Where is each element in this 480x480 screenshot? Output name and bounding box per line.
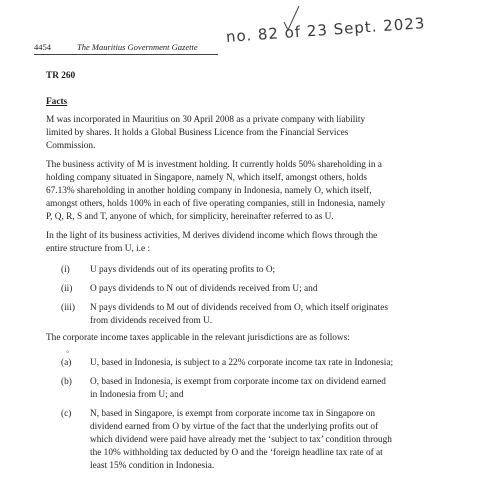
para3-line: In the light of its business activities, M derives dividend income which flows through the	[46, 231, 378, 241]
page-number: 4454	[34, 42, 51, 52]
para1-line: limited by shares. It holds a Global Business Licence from the Financial Services	[46, 128, 349, 138]
list-item-number: (ii)	[61, 284, 73, 294]
list-item-text: U, based in Indonesia, is subject to a 22% corporate income tax rate in Indonesia;	[90, 358, 394, 368]
stray-mark: °	[66, 349, 70, 358]
list-item-text: the 10% withholding tax deducted by O and the ‘foreign headline tax rate of at	[90, 448, 383, 458]
list-item-text: which dividend were paid have already met the ‘subject to tax’ condition through	[90, 435, 392, 445]
para3-line: entire structure from U, i.e :	[46, 244, 151, 254]
para2-line: 67.13% shareholding in another holding company in Indonesia, namely O, which itself,	[46, 186, 372, 196]
list-item-text: in Indonesia from U; and	[90, 390, 184, 400]
list-item-text: from dividends received from U.	[90, 316, 213, 326]
para2-line: P, Q, R, S and T, anyone of which, for simplicity, hereinafter referred to as U.	[46, 212, 334, 222]
para2-line: The business activity of M is investment holding. It currently holds 50% shareholding in a	[46, 160, 382, 170]
list-item-number: (b)	[61, 377, 72, 387]
handwritten-note: no. 82 of 23 Sept. 2023	[225, 14, 426, 46]
para1-line: M was incorporated in Mauritius on 30 April 2008 as a private company with liability	[46, 115, 366, 125]
list-item-number: (c)	[61, 409, 72, 419]
list-item-number: (iii)	[61, 303, 75, 313]
publication-title: The Mauritius Government Gazette	[77, 42, 198, 52]
list-item-text: dividend earned from O by virtue of the fact that the underlying profits out of	[90, 422, 379, 432]
list-item-text: least 15% condition in Indonesia.	[90, 461, 215, 471]
para1-line: Commission.	[46, 141, 96, 151]
header-rule	[34, 54, 218, 55]
list-item-text: N pays dividends to M out of dividends received from O, which itself originates	[90, 303, 388, 313]
list-item-text: O pays dividends to N out of dividends received from U; and	[90, 284, 318, 294]
list-item-text: O, based in Indonesia, is exempt from corporate income tax on dividend earned	[90, 377, 386, 387]
para4-line: The corporate income taxes applicable in the relevant jurisdictions are as follows:	[46, 333, 350, 343]
list-item-text: U pays dividends out of its operating profits to O;	[90, 265, 276, 275]
document-reference: TR 260	[46, 71, 76, 81]
list-item-text: N, based in Singapore, is exempt from corporate income tax in Singapore on	[90, 409, 376, 419]
list-item-number: (i)	[61, 265, 70, 275]
para2-line: holding company situated in Singapore, namely N, which itself, amongst others, holds	[46, 173, 367, 183]
para2-line: amongst others, holds 100% in each of five operating companies, still in Indonesia, namely	[46, 199, 386, 209]
section-heading: Facts	[46, 97, 68, 107]
list-item-number: (a)	[61, 358, 72, 368]
